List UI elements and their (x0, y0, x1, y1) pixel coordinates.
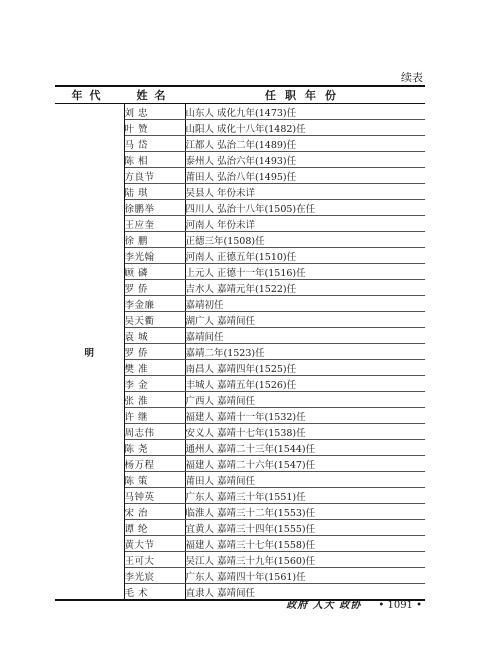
table-body (55, 104, 425, 601)
official-name: 王可大 (124, 552, 185, 568)
official-name: 罗 侨 (124, 344, 185, 360)
official-name: 刘 忠 (124, 104, 185, 120)
official-post: 吉水人 嘉靖元年(1522)任 (185, 280, 425, 296)
official-post: 丰城人 嘉靖五年(1526)任 (185, 376, 425, 392)
official-post: 莆田人 嘉靖间任 (185, 472, 425, 488)
official-post: 临淮人 嘉靖三十二年(1553)任 (185, 504, 425, 520)
official-name: 陈 策 (124, 472, 185, 488)
official-name: 李光翰 (124, 248, 185, 264)
table-header-row (55, 86, 425, 104)
official-name: 宋 治 (124, 504, 185, 520)
table-row (55, 104, 425, 120)
official-name: 马钟英 (124, 488, 185, 504)
official-name: 马 岱 (124, 136, 185, 152)
official-post: 福建人 嘉靖三十七年(1558)任 (185, 536, 425, 552)
official-name: 黄大节 (124, 536, 185, 552)
official-name: 陈 尧 (124, 440, 185, 456)
official-name: 吴天衢 (124, 312, 185, 328)
footer-brand: 政府 人大 政协 (286, 600, 362, 611)
header-era: 年代 (55, 86, 124, 104)
official-post: 南昌人 嘉靖四年(1525)任 (185, 360, 425, 376)
official-post: 通州人 嘉靖二十三年(1544)任 (185, 440, 425, 456)
official-post: 广东人 嘉靖四十年(1561)任 (185, 568, 425, 584)
official-post: 福建人 嘉靖十一年(1532)任 (185, 408, 425, 424)
official-name: 杨万程 (124, 456, 185, 472)
official-name: 徐鹏举 (124, 200, 185, 216)
official-post: 正德三年(1508)任 (185, 232, 425, 248)
official-post: 安义人 嘉靖十七年(1538)任 (185, 424, 425, 440)
official-name: 樊 准 (124, 360, 185, 376)
official-name: 谭 纶 (124, 520, 185, 536)
official-post: 上元人 正德十一年(1516)任 (185, 264, 425, 280)
official-post: 江都人 弘治二年(1489)任 (185, 136, 425, 152)
official-name: 方良节 (124, 168, 185, 184)
official-post: 莆田人 弘治八年(1495)任 (185, 168, 425, 184)
official-post: 嘉靖间任 (185, 328, 425, 344)
official-name: 李光宸 (124, 568, 185, 584)
header-post: 任职年份 (185, 86, 425, 104)
officials-table (55, 85, 425, 601)
official-name: 许 继 (124, 408, 185, 424)
official-name: 周志伟 (124, 424, 185, 440)
official-name: 毛 术 (124, 584, 185, 601)
era-cell: 明 (55, 104, 124, 601)
official-name: 张 淮 (124, 392, 185, 408)
official-name: 袁 城 (124, 328, 185, 344)
official-post: 宜黄人 嘉靖三十四年(1555)任 (185, 520, 425, 536)
official-post: 河南人 正德五年(1510)任 (185, 248, 425, 264)
official-post: 泰州人 弘治六年(1493)任 (185, 152, 425, 168)
official-post: 山东人 成化九年(1473)任 (185, 104, 425, 120)
page-footer (286, 596, 422, 611)
official-name: 王应奎 (124, 216, 185, 232)
official-name: 叶 赞 (124, 120, 185, 136)
official-post: 广西人 嘉靖间任 (185, 392, 425, 408)
continued-label: 续表 (401, 71, 423, 84)
official-name: 李金廉 (124, 296, 185, 312)
official-post: 嘉靖二年(1523)任 (185, 344, 425, 360)
page-number: • 1091 • (378, 600, 422, 611)
official-name: 陆 琪 (124, 184, 185, 200)
official-post: 河南人 年份未详 (185, 216, 425, 232)
official-post: 吴江人 嘉靖三十九年(1560)任 (185, 552, 425, 568)
header-name: 姓名 (124, 86, 185, 104)
official-name: 顾 磷 (124, 264, 185, 280)
official-post: 直隶人 嘉靖间任 (185, 587, 256, 599)
official-post: 吴县人 年份未详 (185, 184, 425, 200)
official-post: 山阳人 成化十八年(1482)任 (185, 120, 425, 136)
official-post: 福建人 嘉靖二十六年(1547)任 (185, 456, 425, 472)
official-post: 湖广人 嘉靖间任 (185, 312, 425, 328)
official-post: 广东人 嘉靖三十年(1551)任 (185, 488, 425, 504)
official-name: 罗 侨 (124, 280, 185, 296)
official-name: 徐 鹏 (124, 232, 185, 248)
official-post: 嘉靖初任 (185, 296, 425, 312)
official-name: 李 金 (124, 376, 185, 392)
official-post: 四川人 弘治十八年(1505)在任 (185, 200, 425, 216)
official-name: 陈 相 (124, 152, 185, 168)
